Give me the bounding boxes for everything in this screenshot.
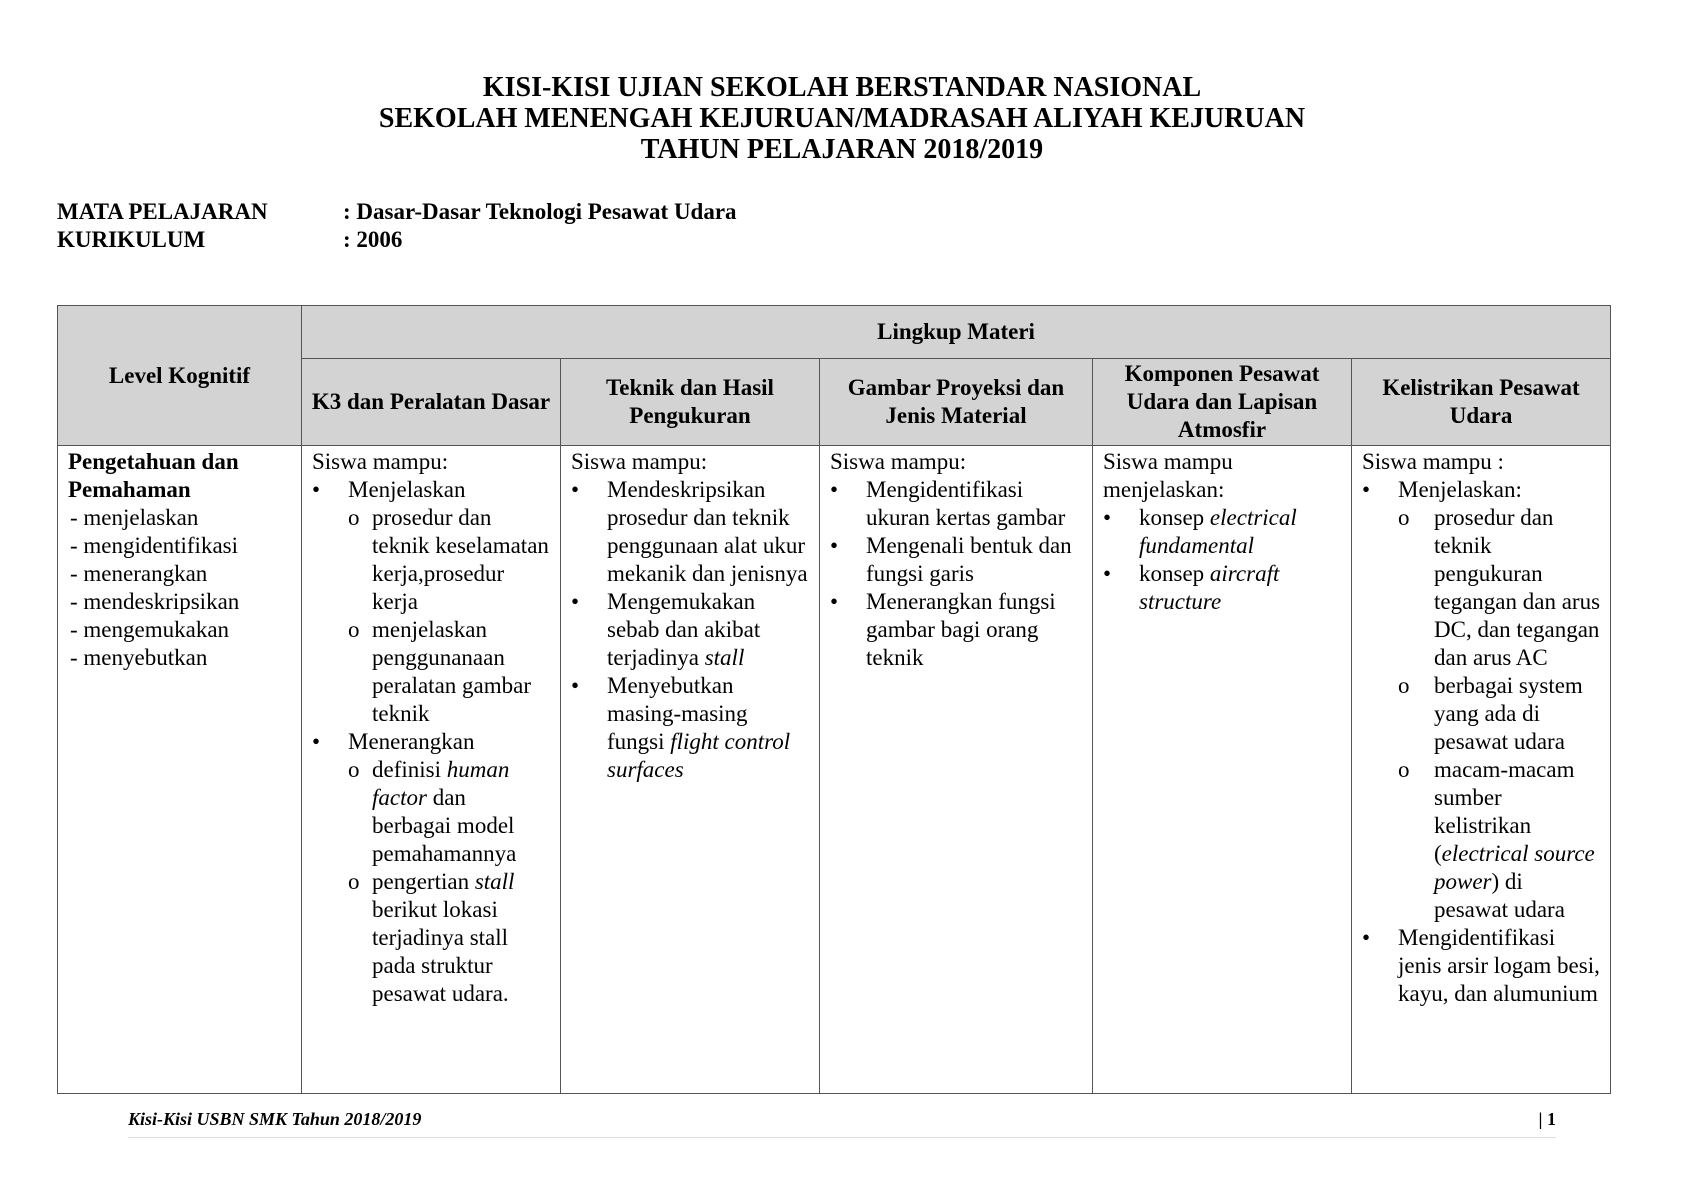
list-item (348, 756, 550, 868)
cell-kelistrikan (1352, 446, 1611, 1094)
bullet-list (1103, 504, 1341, 616)
text-part: berikut lokasi terjadinya stall pada struktur pesawat udara. (372, 897, 509, 1006)
list-item: • Mengidentifikasi jenis arsir logam besi, kayu, dan alumunium (1362, 924, 1600, 1008)
header-row-1 (58, 306, 1611, 359)
list-item (1362, 476, 1600, 924)
text-part: definisi (372, 757, 447, 782)
level-cell (58, 446, 302, 1094)
cell-teknik (561, 446, 820, 1094)
list-item: - mengemukakan (70, 616, 291, 644)
footer-text: Kisi-Kisi USBN SMK Tahun 2018/2019 (128, 1109, 422, 1129)
text-part: konsep (1139, 561, 1210, 586)
list-item (571, 672, 809, 784)
curriculum-label: KURIKULUM (57, 227, 206, 252)
bullet-text: Menerangkan (348, 729, 475, 754)
column-header-teknik: Teknik dan Hasil Pengukuran (561, 359, 820, 446)
title-line-1: KISI-KISI UJIAN SEKOLAH BERSTANDAR NASIONAL (482, 72, 1202, 103)
curriculum-row (57, 226, 737, 254)
list-item: - menyebutkan (70, 644, 291, 672)
text-part: dan berbagai model pemahamannya (372, 785, 517, 866)
list-item (571, 588, 809, 672)
text-part: Menyebutkan masing-masing fungsi (607, 673, 748, 754)
cell-intro: Siswa mampu menjelaskan: (1103, 449, 1233, 502)
curriculum-value: : 2006 (343, 227, 403, 252)
level-heading: Pengetahuan dan Pemahaman (68, 449, 239, 502)
list-item: - menerangkan (70, 560, 291, 588)
list-item: o berbagai system yang ada di pesawat udara (1398, 672, 1600, 756)
lingkup-materi-header: Lingkup Materi (302, 306, 1611, 359)
text-part: Mengemukakan sebab dan akibat terjadinya (607, 589, 761, 670)
list-item: • Mengenali bentuk dan fungsi garis (830, 532, 1082, 588)
table-row (58, 446, 1611, 1094)
column-header-kelistrikan: Kelistrikan Pesawat Udara (1352, 359, 1611, 446)
level-verb-list (68, 504, 291, 672)
column-header-komponen: Komponen Pesawat Udara dan Lapisan Atmosfir (1093, 359, 1352, 446)
text-part: macam-macam sumber kelistrikan ( (1434, 757, 1575, 866)
cell-komponen (1093, 446, 1352, 1094)
column-header-k3: K3 dan Peralatan Dasar (302, 359, 561, 446)
list-item (348, 868, 550, 1008)
italic-term: human factor (372, 757, 510, 810)
document-title (0, 72, 1684, 165)
list-item: o menjelaskan penggunanaan peralatan gambar teknik (348, 616, 550, 728)
document-meta (57, 198, 737, 254)
list-item: o prosedur dan teknik keselamatan kerja,prosedur kerja (348, 504, 550, 616)
cell-k3 (302, 446, 561, 1094)
cell-gambar (820, 446, 1093, 1094)
bullet-list (571, 476, 809, 784)
list-item: • Mendeskripsikan prosedur dan teknik penggunaan alat ukur mekanik dan jenisnya (571, 476, 809, 588)
list-item: - mendeskripsikan (70, 588, 291, 616)
bullet-list (312, 476, 550, 1008)
list-item (312, 728, 550, 1008)
list-item: o prosedur dan teknik pengukuran tegangan dan arus DC, dan tegangan dan arus AC (1398, 504, 1600, 672)
cell-intro: Siswa mampu: (312, 449, 449, 474)
list-item (1103, 504, 1341, 560)
column-header-gambar: Gambar Proyeksi dan Jenis Material (820, 359, 1093, 446)
sub-list (348, 756, 550, 1008)
page-number: | 1 (1538, 1109, 1556, 1129)
page-footer (128, 1109, 1556, 1138)
subject-row (57, 198, 737, 226)
list-item: • Mengidentifikasi ukuran kertas gambar (830, 476, 1082, 532)
text-part: konsep (1139, 505, 1210, 530)
italic-term: aircraft structure (1139, 561, 1280, 614)
text-part: ) di pesawat udara (1434, 869, 1565, 922)
title-line-3: TAHUN PELAJARAN 2018/2019 (640, 134, 1044, 165)
subject-value: : Dasar-Dasar Teknologi Pesawat Udara (343, 199, 737, 224)
italic-term: electrical fundamental (1139, 505, 1297, 558)
text-part: pengertian (372, 869, 475, 894)
list-item: • Menerangkan fungsi gambar bagi orang teknik (830, 588, 1082, 672)
italic-term: stall (704, 645, 745, 670)
cell-intro: Siswa mampu: (830, 449, 967, 474)
sub-list (348, 504, 550, 728)
bullet-text: Menjelaskan: (1398, 477, 1522, 502)
level-kognitif-header: Level Kognitif (58, 306, 302, 446)
title-line-2: SEKOLAH MENENGAH KEJURUAN/MADRASAH ALIYAH KEJURUAN (378, 103, 1306, 134)
subject-label: MATA PELAJARAN (57, 199, 268, 224)
cell-intro: Siswa mampu : (1362, 449, 1504, 474)
italic-term: electrical source power (1434, 841, 1595, 894)
cell-intro: Siswa mampu: (571, 449, 708, 474)
list-item: - mengidentifikasi (70, 532, 291, 560)
list-item (312, 476, 550, 728)
list-item (1103, 560, 1341, 616)
italic-term: stall (474, 869, 515, 894)
italic-term: flight control surfaces (607, 729, 791, 782)
bullet-list (1362, 476, 1600, 1008)
bullet-text: Menjelaskan (348, 477, 466, 502)
bullet-list (830, 476, 1082, 672)
sub-list (1398, 504, 1600, 924)
list-item: - menjelaskan (70, 504, 291, 532)
list-item (1398, 756, 1600, 924)
kisi-table (57, 305, 1611, 1094)
